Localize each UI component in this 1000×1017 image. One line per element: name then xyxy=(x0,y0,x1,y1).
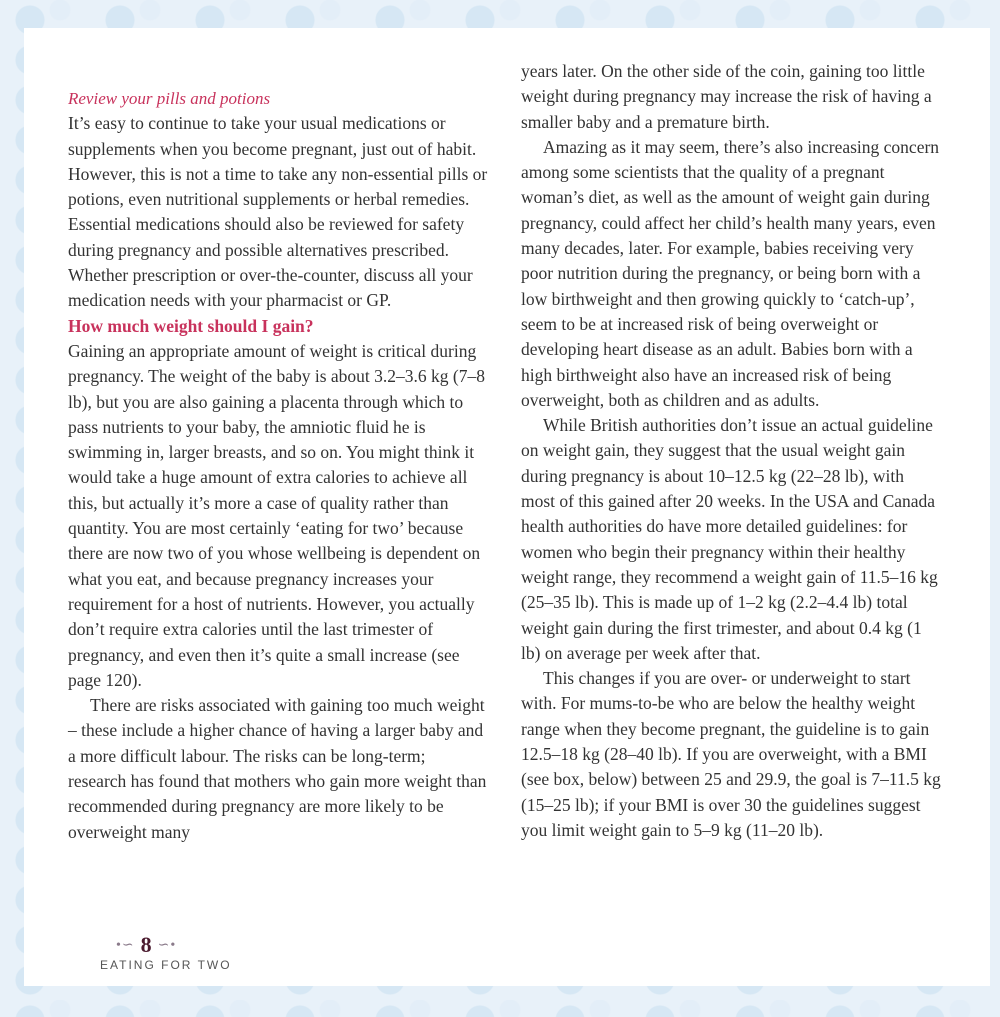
page-footer xyxy=(100,932,232,972)
paragraph: There are risks associated with gaining too much weight – these include a higher chance of having a larger baby and a more difficult labour. The risks can be long-term; research has found that mothers who gain more weight than recommended during pregnancy are more likely to be overweight many xyxy=(68,695,487,842)
page-number: 8 xyxy=(140,932,152,957)
paragraph: It’s easy to continue to take your usual medications or supplements when you become pregnant, just out of habit. However, this is not a time to take any non-essential pills or potions, even nutritional supplements or herbal remedies. Essential medications should also be reviewed for safety during pregnancy and possible alternatives prescribed. Whether prescription or over-the-counter, discuss all your medication needs with your pharmacist or GP. xyxy=(68,113,488,311)
book-page xyxy=(24,28,990,986)
flourish-right-icon: ∽• xyxy=(157,937,177,953)
paragraph: Gaining an appropriate amount of weight is critical during pregnancy. The weight of the baby is about 3.2–3.6 kg (7–8 lb), but you are also gaining a placenta through which to pass nutrients to your baby, the amniotic fluid he is swimming in, larger breasts, and so on. You might think it would take a huge amount of extra calories to achieve all this, but actually it’s more a case of quality rather than quantity. You are most certainly ‘eating for two’ because there are now two of you whose wellbeing is dependent on what you eat, and because pregnancy increases your requirement for a host of nutrients. However, you actually don’t require extra calories until the last trimester of pregnancy, and even then it’s quite a small increase (see page 120). xyxy=(68,340,485,690)
left-column xyxy=(68,86,488,845)
flourish-left-icon: •∽ xyxy=(116,937,135,953)
folio xyxy=(116,932,232,958)
running-title: EATING FOR TWO xyxy=(100,958,232,972)
right-column xyxy=(521,59,941,843)
paragraph: While British authorities don’t issue an actual guideline on weight gain, they suggest that the usual weight gain during pregnancy is about 10–12.5 kg (22–28 lb), with most of this gained after 20 weeks. In the USA and Canada health authorities do have more detailed guidelines: for women who begin their pregnancy within their healthy weight range, they recommend a weight gain of 11.5–16 kg (25–35 lb). This is made up of 1–2 kg (2.2–4.4 lb) total weight gain during the first trimester, and about 0.4 kg (1 lb) on average per week after that. xyxy=(521,415,938,663)
subheading-pills: Review your pills and potions xyxy=(68,89,271,108)
heading-weight-gain: How much weight should I gain? xyxy=(68,315,314,336)
paragraph: years later. On the other side of the coin, gaining too little weight during pregnancy may increase the risk of having a smaller baby and a premature birth. xyxy=(521,61,932,132)
paragraph: This changes if you are over- or underweight to start with. For mums-to-be who are below the healthy weight range when they become pregnant, the guideline is to gain 12.5–18 kg (28–40 lb). If you are overweight, with a BMI (see box, below) between 25 and 29.9, the goal is 7–11.5 kg (15–25 lb); if your BMI is over 30 the guidelines suggest you limit weight gain to 5–9 kg (11–20 lb). xyxy=(521,668,941,840)
paragraph: Amazing as it may seem, there’s also increasing concern among some scientists that the quality of a pregnant woman’s diet, as well as the amount of weight gain during pregnancy, could affect her child’s health many years, even many decades, later. For example, babies receiving very poor nutrition during the pregnancy, or being born with a low birthweight and then growing quickly to ‘catch-up’, seem to be at increased risk of being overweight or developing heart disease as an adult. Babies born with a high birthweight also have an increased risk of being overweight, both as children and as adults. xyxy=(521,136,940,410)
